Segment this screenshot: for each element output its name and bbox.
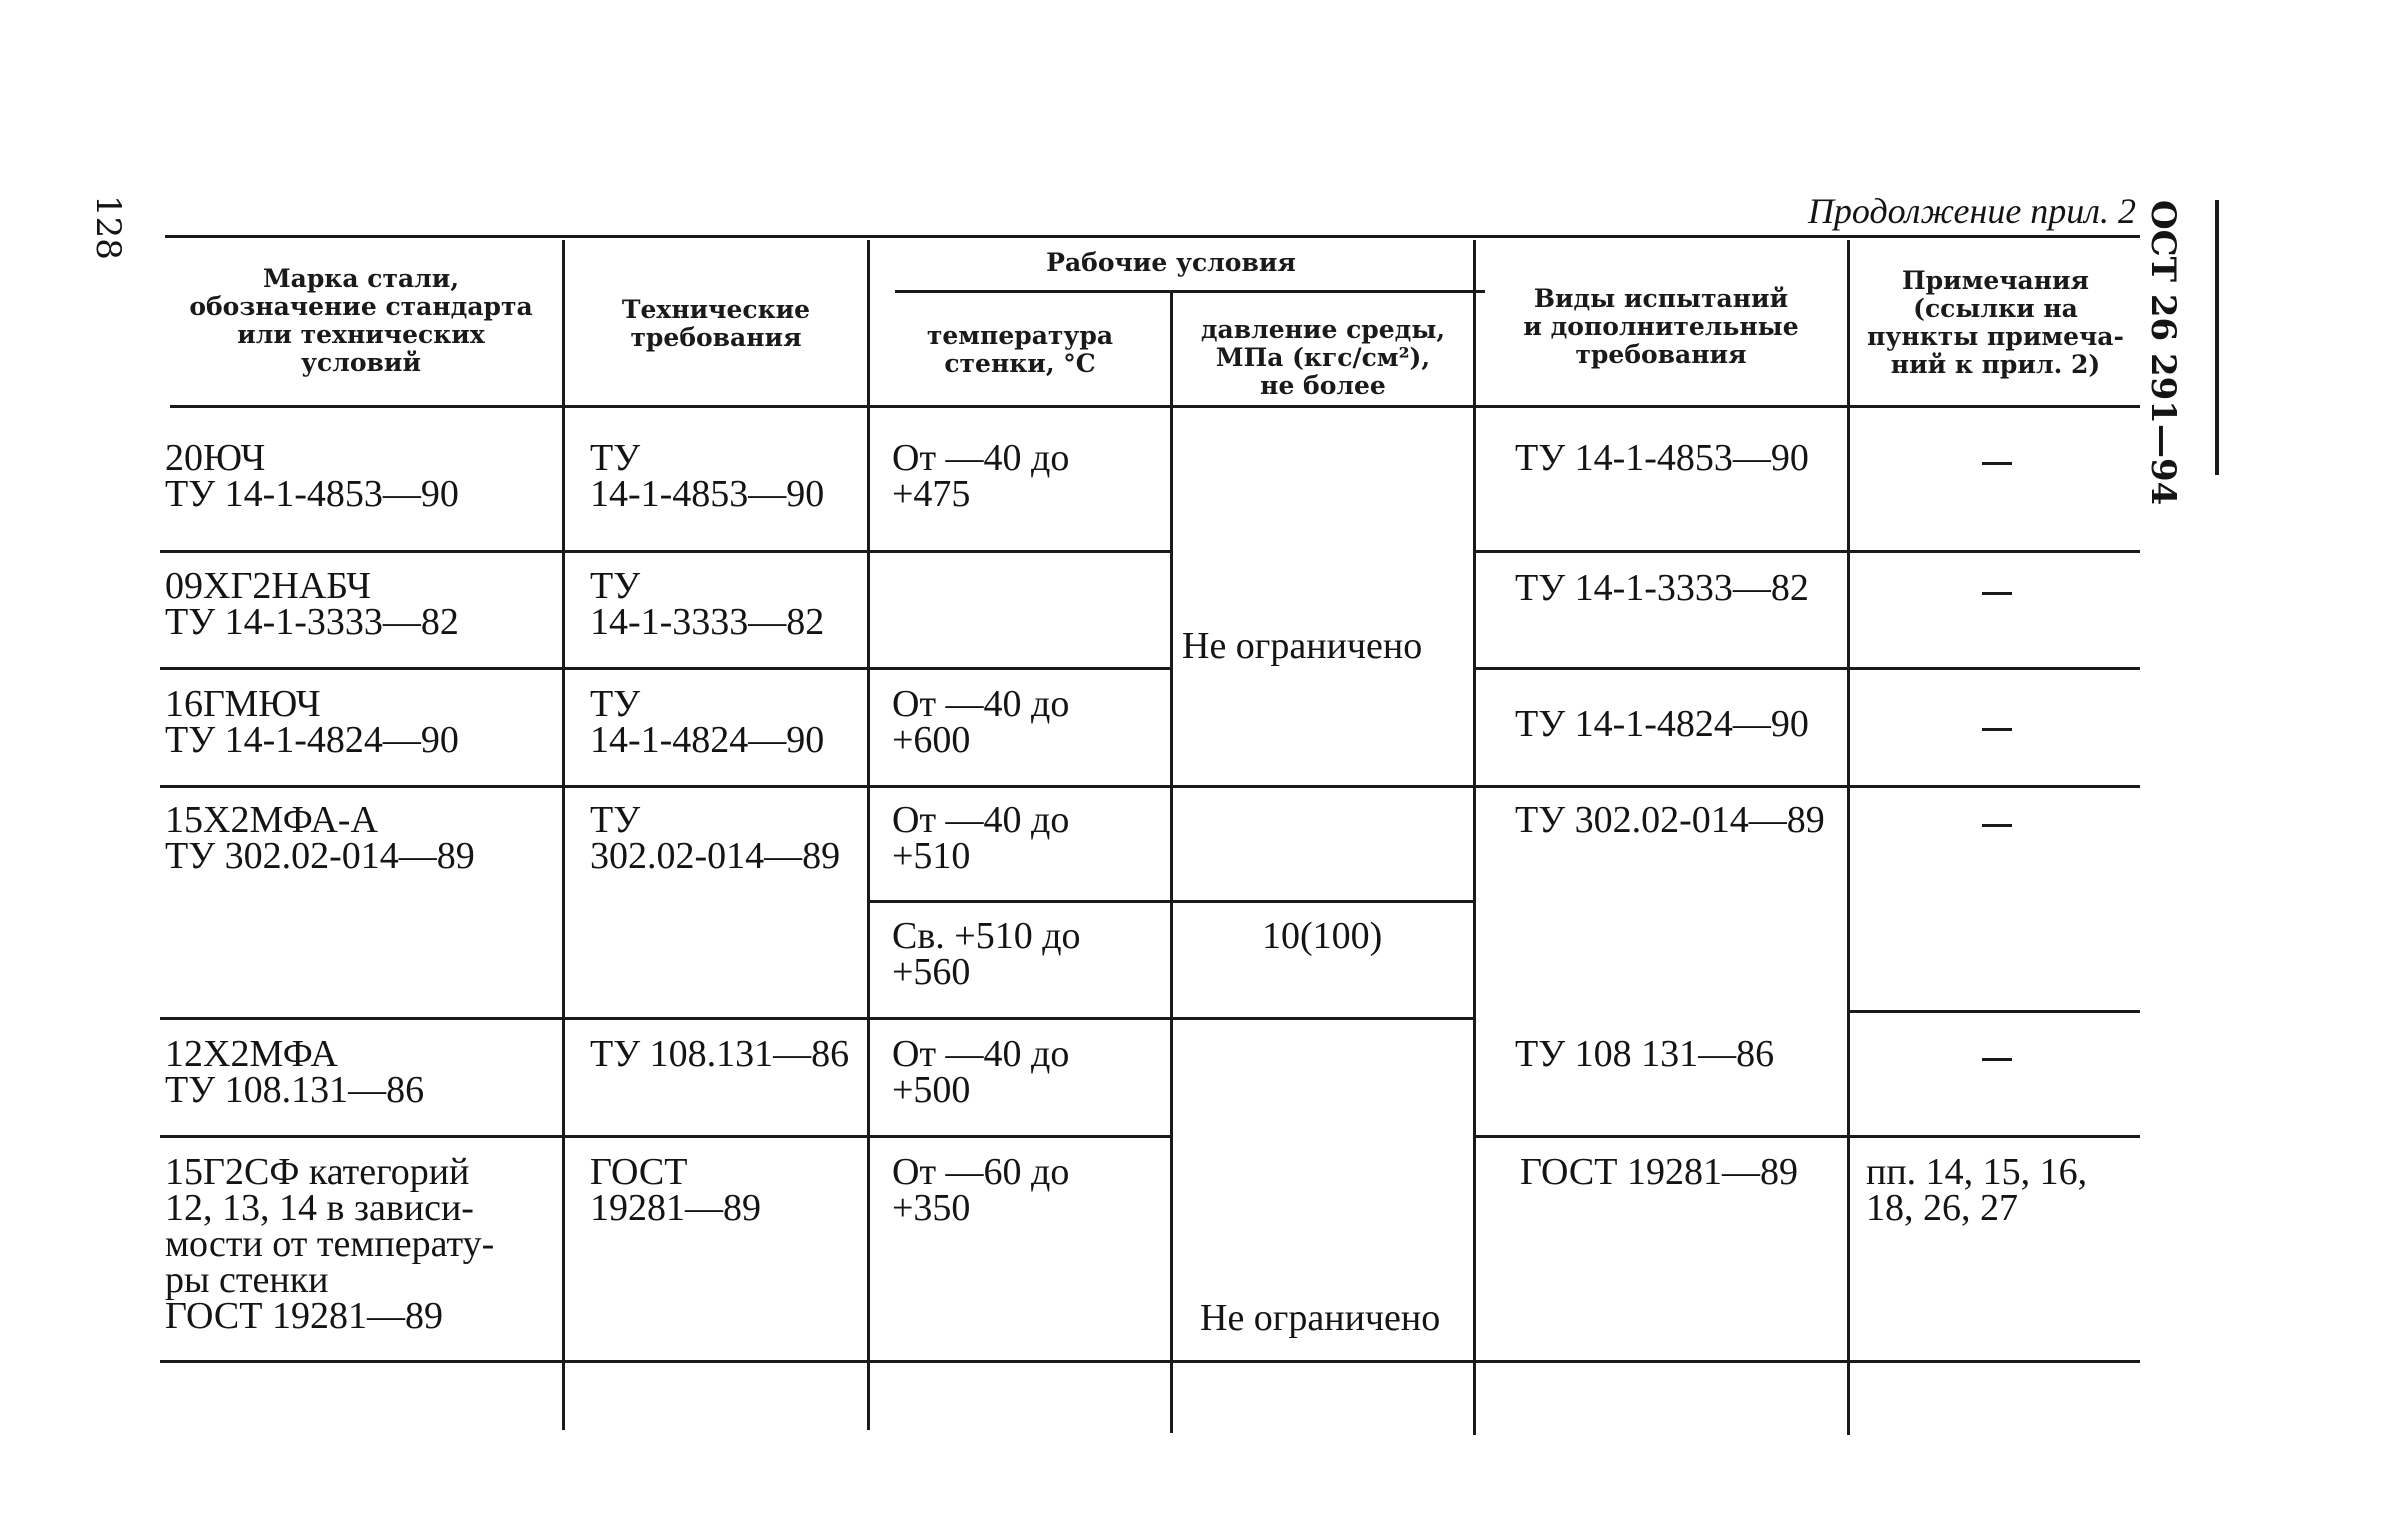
tests-cell: ТУ 14-1-4853—90 [1515,437,1809,479]
pressure-merged-cell: Не ограничено [1182,625,1423,667]
temperature-cell: От —40 до +500 [892,1033,1070,1111]
pressure-cell: 10(100) [1262,915,1383,957]
grade-cell: 16ГМЮЧ ТУ 14-1-4824—90 [165,683,459,761]
header-grade: Марка стали, обозначение стандарта или технических условий [189,264,533,377]
temperature-cell: От —40 до +475 [892,437,1070,515]
notes-dash [1982,462,2012,465]
header-wall-temperature: температура стенки, °С [926,321,1114,378]
tech-cell: ТУ 14-1-4853—90 [590,437,825,515]
tech-cell: ТУ 302.02-014—89 [590,799,841,877]
header-technical-requirements: Технические требования [621,295,811,352]
grade-cell: 09ХГ2НАБЧ ТУ 14-1-3333—82 [165,565,459,643]
tests-cell: ТУ 14-1-4824—90 [1515,703,1809,745]
header-notes: Примечания (ссылки на пункты примеча- ний к прил. 2) [1867,266,2124,379]
page-number-text: 128 [88,195,128,260]
grade-cell: 20ЮЧ ТУ 14-1-4853—90 [165,437,459,515]
tests-cell: ТУ 108 131—86 [1515,1033,1775,1075]
header-pressure: давление среды, МПа (кгс/см²), не более [1200,315,1446,400]
temperature-cell: От —40 до +510 [892,799,1070,877]
grade-cell: 15Х2МФА-А ТУ 302.02-014—89 [165,799,475,877]
tests-cell: ТУ 302.02-014—89 [1515,799,1825,841]
notes-dash [1982,728,2012,731]
temperature-cell: От —40 до +600 [892,683,1070,761]
temperature-cell: От —60 до +350 [892,1151,1070,1229]
grade-cell: 12Х2МФА ТУ 108.131—86 [165,1033,425,1111]
tech-cell: ГОСТ 19281—89 [590,1151,761,1229]
notes-dash [1982,1058,2012,1061]
doc-id-rule [2215,200,2219,475]
grade-cell: 15Г2СФ категорий 12, 13, 14 в зависи- мости от температу- ры стенки ГОСТ 19281—89 [165,1151,495,1337]
document-id: ОСТ 26 291—94 [2143,200,2183,506]
tech-cell: ТУ 14-1-3333—82 [590,565,825,643]
header-tests: Виды испытаний и дополнительные требования [1523,284,1799,369]
continuation-caption: Продолжение прил. 2 [1807,191,2136,231]
pressure-merged-cell-2: Не ограничено [1200,1297,1441,1339]
tests-cell: ГОСТ 19281—89 [1520,1151,1798,1193]
tech-cell: ТУ 108.131—86 [590,1033,850,1075]
temperature-cell-2: Св. +510 до +560 [892,915,1081,993]
notes-cell: пп. 14, 15, 16, 18, 26, 27 [1866,1151,2088,1229]
header-working-conditions: Рабочие условия [1046,248,1296,277]
page-number [88,195,138,265]
notes-dash [1982,824,2012,827]
tests-cell: ТУ 14-1-3333—82 [1515,567,1809,609]
notes-dash [1982,592,2012,595]
tech-cell: ТУ 14-1-4824—90 [590,683,825,761]
